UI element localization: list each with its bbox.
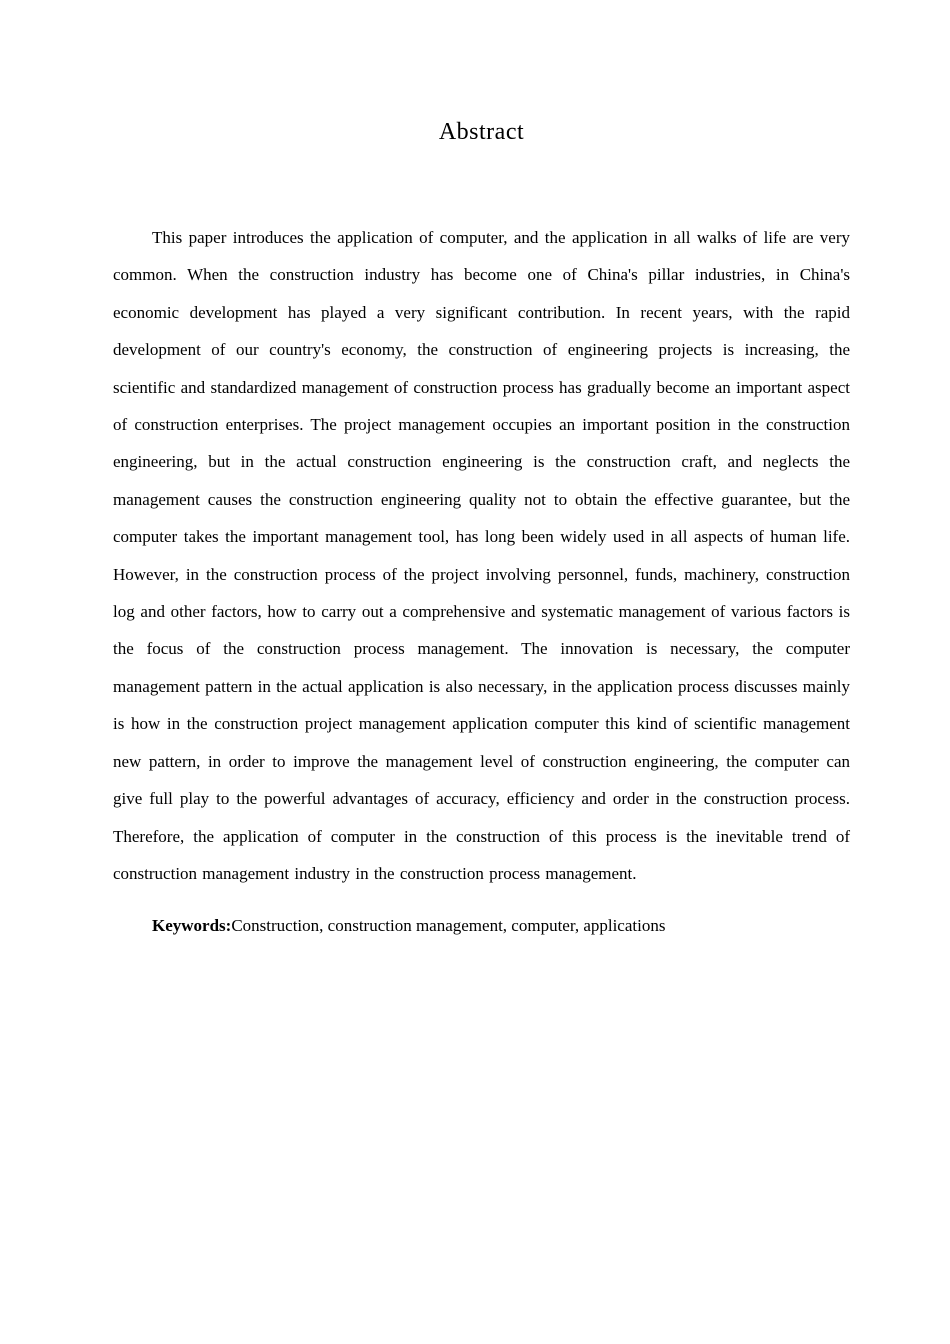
keywords-line <box>113 907 850 944</box>
keywords-text: Construction, construction management, computer, applications <box>231 916 666 936</box>
page-title: Abstract <box>438 119 525 145</box>
keywords-label: Keywords: <box>152 916 232 936</box>
abstract-paragraph: This paper introduces the application of computer, and the application in all walks of life are very common. When the construction industry has become one of China's pillar industries, in China's economic development has played a very significant contribution. In recent years, with the rapid development of our country's economy, the construction of engineering projects is increasing, the scientific and standardized management of construction process has gradually become an important aspect of construction enterprises. The project management occupies an important position in the construction engineering, but in the actual construction engineering is the construction craft, and neglects the management causes the construction engineering quality not to obtain the effective guarantee, but the computer takes the important management tool, has long been widely used in all aspects of human life. However, in the construction process of the project involving personnel, funds, machinery, construction log and other factors, how to carry out a comprehensive and systematic management of various factors is the focus of the construction process management. The innovation is necessary, the computer management pattern in the actual application is also necessary, in the application process discusses mainly is how in the construction project management application computer this kind of scientific management new pattern, in order to improve the management level of construction engineering, the computer can give full play to the powerful advantages of accuracy, efficiency and order in the construction process. Therefore, the application of computer in the construction of this process is the inevitable trend of construction management industry in the construction process management. <box>113 228 850 883</box>
